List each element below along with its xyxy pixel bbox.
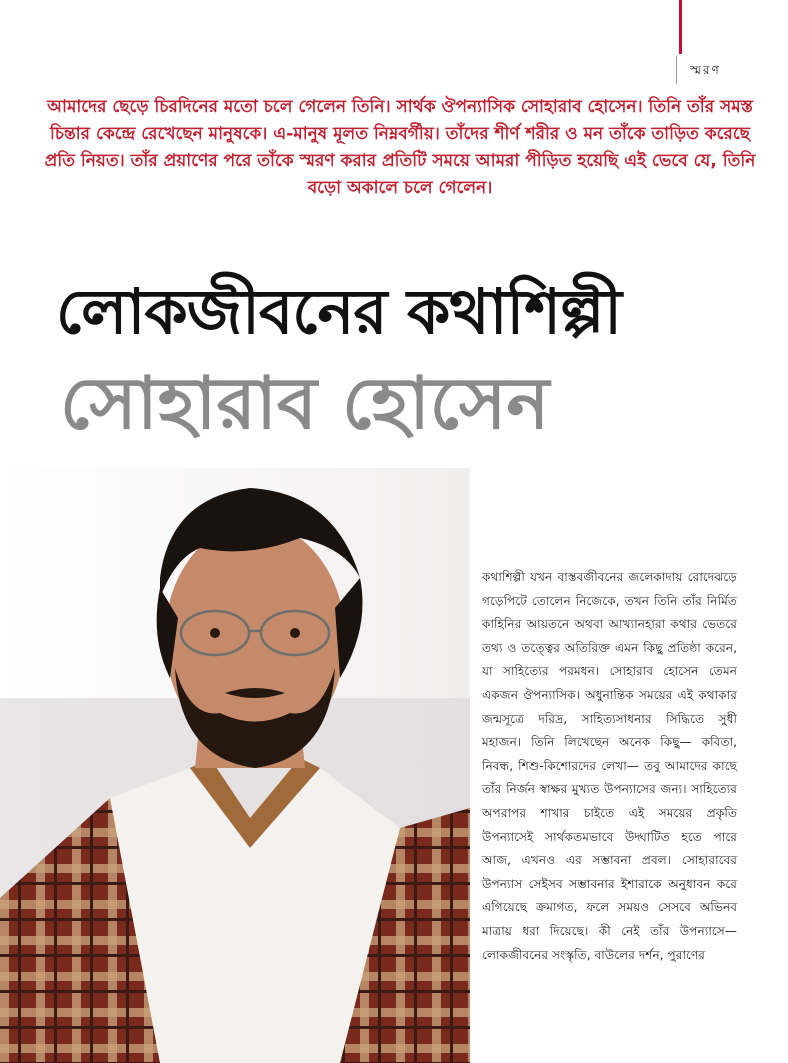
section-divider [676, 56, 677, 84]
article-body: কথাশিল্পী যখন বাস্তবজীবনের জলেকাদায় রোদেঝড়ে গড়েপিটে তোলেন নিজেকে, তখন তিনি তাঁর নির্মিত কাহিনির আয়তনে অথবা আখ্যানহারা কথার ভেতরে তথ্য ও তত্ত্বের অতিরিক্ত এমন কিছু প্রতিষ্ঠা করেন, যা সাহিত্যের পরমধন। সোহারাব হোসেন তেমন একজন ঔপন্যাসিক। অধুনান্তিক সময়ের এই কথাকার জন্মসূত্রে দরিদ্র, সাহিত্যসাধনার সিদ্ধিতে সুধী মহাজন। তিনি লিখেছেন অনেক কিছু— কবিতা, নিবন্ধ, শিশু-কিশোরদের লেখা— তবু আমাদের কাছে তাঁর নির্জন স্বাক্ষর মুখ্যত উপন্যাসের জন্য। সাহিত্যের অপরাপর শাখার চাইতে এই সময়ের প্রকৃতি উপন্যাসেই সার্থকতমভাবে উদ্ঘাটিত হতে পারে আজ, এখনও এর সম্ভাবনা প্রবল। সোহারাবের উপন্যাস সেইসব সম্ভাবনার ইশারাকে অনুধাবন করে এগিয়েছে ক্রমাগত, ফলে সময়ও সেসবে অভিনব মাত্রায় ধরা দিয়েছে। কী নেই তাঁর উপন্যাসে— লোকজীবনের সংস্কৃতি, বাউলের দর্শন, পুরাণের [482, 570, 737, 962]
author-portrait [0, 468, 470, 1063]
article-title: লোকজীবনের কথাশিল্পী [56, 275, 621, 348]
section-label: স্মরণ [690, 63, 721, 77]
top-accent-bar [679, 0, 682, 54]
article-subtitle: সোহারাব হোসেন [60, 361, 550, 445]
intro-paragraph: আমাদের ছেড়ে চিরদিনের মতো চলে গেলেন তিনি। সার্থক ঔপন্যাসিক সোহারাব হোসেন। তিনি তাঁর সমস্ত চিন্তার কেন্দ্রে রেখেছেন মানুষকে। এ-মানুষ মূলত নিম্নবর্গীয়। তাঁদের শীর্ণ শরীর ও মন তাঁকে তাড়িত করেছে প্রতি নিয়ত। তাঁর প্রয়াণের পরে তাঁকে স্মরণ করার প্রতিটি সময়ে আমরা পীড়িত হয়েছি এই ভেবে যে, তিনি বড়ো অকালে চলে গেলেন। [44, 97, 756, 198]
